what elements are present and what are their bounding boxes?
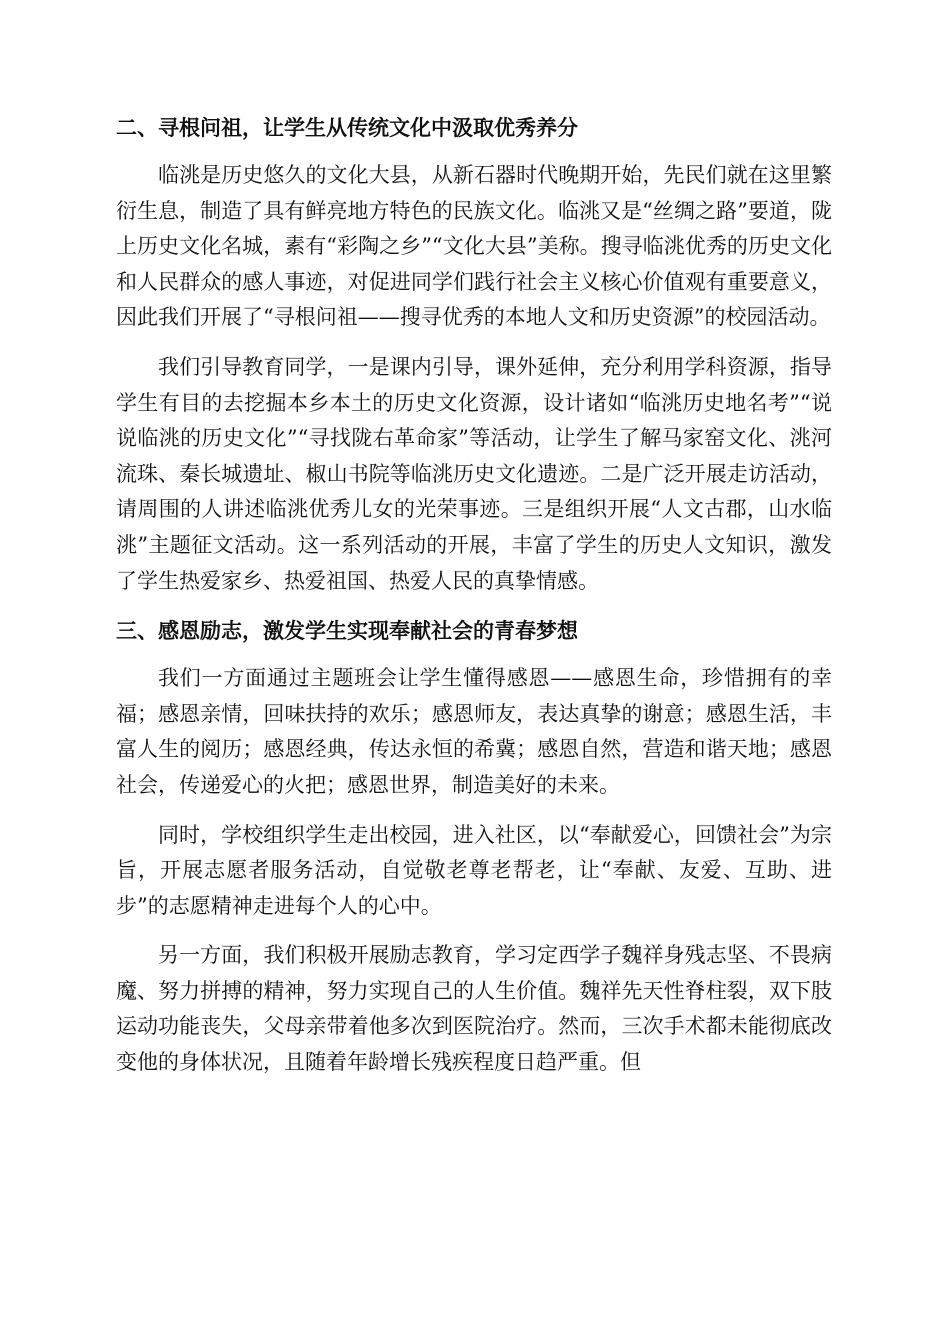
section-heading-2: 二、寻根问祖，让学生从传统文化中汲取优秀养分: [116, 116, 578, 140]
paragraph: 临洮是历史悠久的文化大县，从新石器时代晚期开始，先民们就在这里繁衍生息，制造了具有鲜亮地方特色的民族文化。临洮又是“丝绸之路”要道，陇上历史文化名城，素有“彩陶之乡”“文化大县”美称。搜寻临洮优秀的历史文化和人民群众的感人事迹，对促进同学们践行社会主义核心价值观有重要意义，因此我们开展了“寻根问祖——搜寻优秀的本地人文和历史资源”的校园活动。: [116, 163, 832, 330]
paragraph: 同时，学校组织学生走出校园，进入社区，以“奉献爱心，回馈社会”为宗旨，开展志愿者服务活动，自觉敬老尊老帮老，让“奉献、友爱、互助、进步”的志愿精神走进每个人的心中。: [116, 822, 832, 918]
document-page: [116, 112, 832, 1095]
paragraph: 我们引导教育同学，一是课内引导，课外延伸，充分利用学科资源，指导学生有目的去挖掘本乡本土的历史文化资源，设计诸如“临洮历史地名考”“说说临洮的历史文化”“寻找陇右革命家”等活动，让学生了解马家窑文化、洮河流珠、秦长城遗址、椒山书院等临洮历史文化遗迹。二是广泛开展走访活动，请周围的人讲述临洮优秀儿女的光荣事迹。三是组织开展“人文古郡，山水临洮”主题征文活动。这一系列活动的开展，丰富了学生的历史人文知识，激发了学生热爱家乡、热爱祖国、热爱人民的真挚情感。: [116, 354, 832, 593]
paragraph: 另一方面，我们积极开展励志教育，学习定西学子魏祥身残志坚、不畏病魔、努力拼搏的精神，努力实现自己的人生价值。魏祥先天性脊柱裂，双下肢运动功能丧失，父母亲带着他多次到医院治疗。然而，三次手术都未能彻底改变他的身体状况，且随着年龄增长残疾程度日趋严重。但: [116, 943, 832, 1075]
paragraph: 我们一方面通过主题班会让学生懂得感恩——感恩生命，珍惜拥有的幸福；感恩亲情，回味扶持的欢乐；感恩师友，表达真挚的谢意；感恩生活，丰富人生的阅历；感恩经典，传达永恒的希冀；感恩自然，营造和谐天地；感恩社会，传递爱心的火把；感恩世界，制造美好的未来。: [116, 666, 832, 797]
section-heading-3: 三、感恩励志，激发学生实现奉献社会的青春梦想: [116, 619, 578, 644]
